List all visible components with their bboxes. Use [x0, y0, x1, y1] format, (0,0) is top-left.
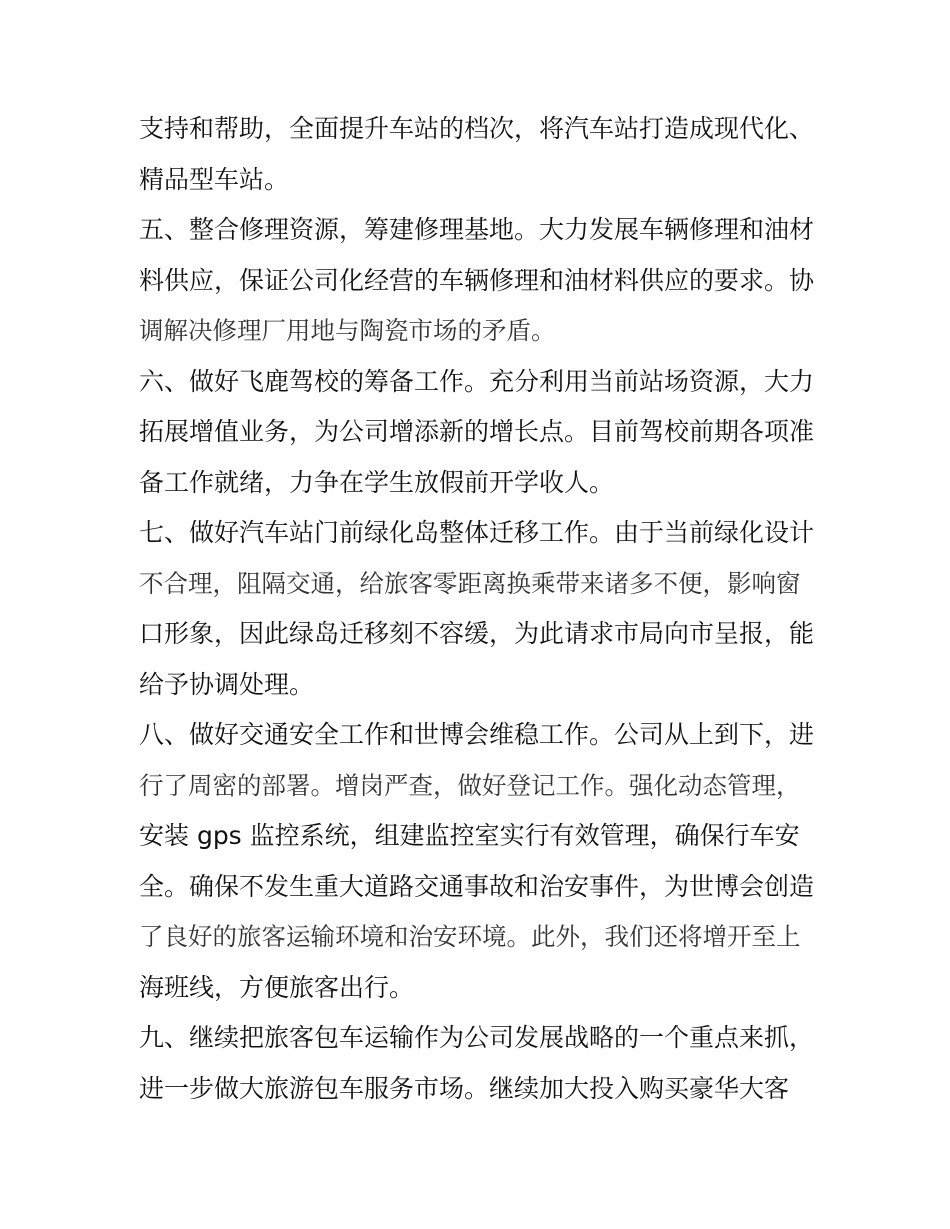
text-line-10: 不合理，阻隔交通，给旅客零距离换乘带来诸多不便，影响窗	[139, 568, 801, 598]
text-line-9: 七、做好汽车站门前绿化岛整体迁移工作。由于当前绿化设计	[139, 518, 815, 547]
text-line-12: 给予协调处理。	[139, 669, 315, 699]
text-line-2: 精品型车站。	[139, 164, 290, 194]
text-line-8: 备工作就绪，力争在学生放假前开学收人。	[139, 467, 615, 497]
text-line-6: 六、做好飞鹿驾校的筹备工作。充分利用当前站场资源，大力	[139, 366, 815, 396]
text-line-17: 了良好的旅客运输环境和治安环境。此外，我们还将增开至上	[139, 922, 801, 951]
document-body	[139, 104, 819, 1114]
text-line-7: 拓展增值业务，为公司增添新的增长点。目前驾校前期各项准	[139, 417, 815, 446]
text-line-13: 八、做好交通安全工作和世博会维稳工作。公司从上到下，进	[139, 720, 815, 749]
text-line-4: 料供应，保证公司化经营的车辆修理和油材料供应的要求。协	[139, 265, 815, 295]
text-line-3: 五、整合修理资源，筹建修理基地。大力发展车辆修理和油材	[139, 215, 815, 244]
text-line-18: 海班线，方便旅客出行。	[139, 972, 415, 1002]
text-line-11: 口形象，因此绿岛迁移刻不容缓，为此请求市局向市呈报，能	[139, 619, 815, 648]
text-line-5: 调解决修理厂用地与陶瓷市场的矛盾。	[139, 316, 556, 345]
text-line-15: 安装 gps 监控系统，组建监控室实行有效管理，确保行车安	[139, 821, 800, 850]
text-line-14: 行了周密的部署。增岗严查，做好登记工作。强化动态管理，	[139, 770, 801, 800]
text-line-16: 全。确保不发生重大道路交通事故和治安事件，为世博会创造	[139, 871, 815, 901]
text-line-1: 支持和帮助，全面提升车站的档次，将汽车站打造成现代化、	[139, 114, 815, 143]
text-line-19: 九、继续把旅客包车运输作为公司发展战略的一个重点来抓，	[139, 1023, 815, 1052]
text-line-20: 进一步做大旅游包车服务市场。继续加大投入购买豪华大客	[139, 1073, 790, 1103]
